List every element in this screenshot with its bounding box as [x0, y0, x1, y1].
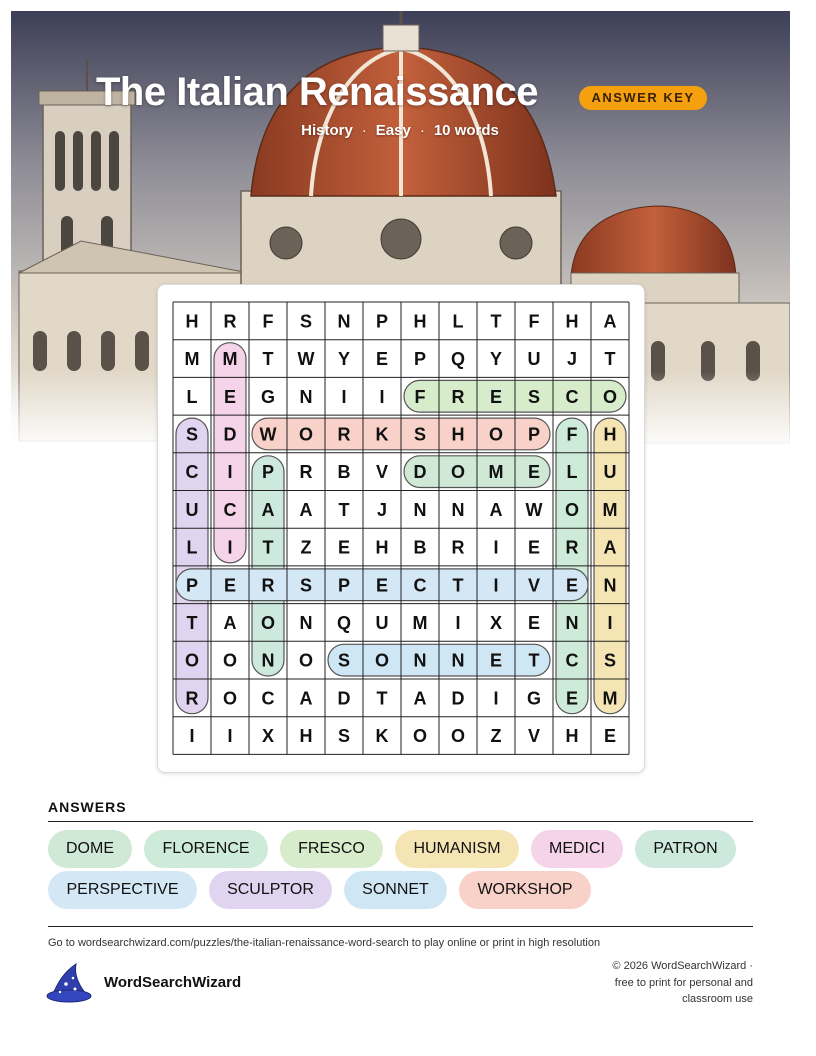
grid-cell[interactable]: C: [261, 688, 275, 709]
grid-cell[interactable]: S: [337, 726, 351, 747]
answer-pill: SONNET: [344, 871, 447, 909]
grid-cell[interactable]: M: [602, 688, 618, 709]
grid-cell[interactable]: E: [603, 726, 617, 747]
grid-cell[interactable]: W: [259, 424, 277, 445]
answer-pill: MEDICI: [531, 830, 623, 868]
grid-cell[interactable]: I: [455, 612, 461, 633]
grid-cell[interactable]: I: [493, 575, 499, 596]
grid-cell[interactable]: H: [565, 726, 579, 747]
grid-cell[interactable]: I: [227, 537, 233, 558]
grid-cell[interactable]: E: [527, 537, 541, 558]
meta-separator: ·: [361, 122, 367, 139]
grid-cell[interactable]: E: [565, 575, 579, 596]
grid-cell[interactable]: I: [493, 537, 499, 558]
grid-cell[interactable]: S: [413, 424, 427, 445]
grid-cell[interactable]: U: [185, 499, 199, 520]
grid-cell[interactable]: S: [603, 650, 617, 671]
grid-cell[interactable]: A: [261, 499, 275, 520]
grid-cell[interactable]: J: [566, 349, 578, 370]
grid-cell[interactable]: D: [413, 462, 427, 483]
grid-cell[interactable]: K: [375, 424, 389, 445]
grid-cell[interactable]: L: [452, 311, 464, 332]
grid-cell[interactable]: T: [490, 311, 502, 332]
grid-cell[interactable]: I: [189, 726, 195, 747]
grid-cell[interactable]: P: [337, 575, 351, 596]
grid-cell[interactable]: C: [185, 462, 199, 483]
grid-cell[interactable]: F: [414, 386, 426, 407]
grid-cell[interactable]: F: [262, 311, 274, 332]
grid-cell[interactable]: O: [222, 688, 238, 709]
copyright-line: free to print for personal and: [614, 976, 753, 989]
grid-cell[interactable]: O: [412, 726, 428, 747]
grid-cell[interactable]: E: [527, 462, 541, 483]
difficulty-label: Easy: [375, 122, 411, 139]
grid-cell[interactable]: O: [450, 462, 466, 483]
grid-cell[interactable]: A: [299, 499, 313, 520]
letter-grid: [158, 285, 644, 772]
grid-cell[interactable]: R: [223, 311, 237, 332]
grid-cell[interactable]: T: [186, 612, 198, 633]
grid-cell[interactable]: N: [413, 499, 427, 520]
grid-cell[interactable]: D: [451, 688, 465, 709]
grid-cell[interactable]: E: [489, 386, 503, 407]
grid-cell[interactable]: G: [526, 688, 542, 709]
grid-cell[interactable]: C: [565, 386, 579, 407]
grid-cell[interactable]: Y: [337, 349, 351, 370]
grid-cell[interactable]: S: [337, 650, 351, 671]
grid-cell[interactable]: N: [413, 650, 427, 671]
answer-pill: PERSPECTIVE: [48, 871, 197, 909]
grid-cell[interactable]: I: [341, 386, 347, 407]
grid-cell[interactable]: A: [413, 688, 427, 709]
grid-cell[interactable]: M: [184, 349, 200, 370]
grid-cell[interactable]: N: [451, 650, 465, 671]
grid-cell[interactable]: H: [603, 424, 617, 445]
grid-cell[interactable]: H: [451, 424, 465, 445]
grid-cell[interactable]: T: [338, 499, 350, 520]
grid-cell[interactable]: I: [227, 462, 233, 483]
answers-heading: ANSWERS: [48, 799, 127, 815]
grid-cell[interactable]: P: [261, 462, 275, 483]
grid-cell[interactable]: Q: [336, 612, 352, 633]
answer-pill: FRESCO: [280, 830, 383, 868]
grid-cell[interactable]: E: [223, 386, 237, 407]
grid-cell[interactable]: P: [185, 575, 199, 596]
online-link[interactable]: Go to wordsearchwizard.com/puzzles/the-italian-renaissance-word-search to play online or print in high resolution: [48, 937, 601, 949]
grid-cell[interactable]: A: [489, 499, 503, 520]
grid-cell[interactable]: T: [262, 349, 274, 370]
grid-cell[interactable]: R: [451, 537, 465, 558]
answer-pill: DOME: [48, 830, 132, 868]
grid-cell[interactable]: N: [299, 386, 313, 407]
grid-cell[interactable]: R: [565, 537, 579, 558]
grid-cell[interactable]: R: [261, 575, 275, 596]
grid-cell[interactable]: E: [527, 612, 541, 633]
grid-cell[interactable]: F: [566, 424, 578, 445]
answer-pill: WORKSHOP: [459, 871, 591, 909]
answer-pill: PATRON: [635, 830, 736, 868]
grid-cell[interactable]: G: [260, 386, 276, 407]
grid-cell[interactable]: E: [337, 537, 351, 558]
grid-cell[interactable]: O: [298, 650, 314, 671]
copyright-line: classroom use: [682, 993, 753, 1005]
grid-cell[interactable]: O: [260, 612, 276, 633]
grid-cell[interactable]: K: [375, 726, 389, 747]
grid-cell[interactable]: M: [412, 612, 428, 633]
category-label: History: [301, 122, 353, 139]
grid-cell[interactable]: L: [186, 537, 198, 558]
meta-separator: ·: [419, 122, 425, 139]
grid-cell[interactable]: E: [223, 575, 237, 596]
grid-cell[interactable]: T: [528, 650, 540, 671]
grid-cell[interactable]: R: [451, 386, 465, 407]
grid-cell[interactable]: Y: [489, 349, 503, 370]
grid-cell[interactable]: S: [527, 386, 541, 407]
grid-cell[interactable]: O: [184, 650, 200, 671]
brand-name: WordSearchWizard: [104, 974, 242, 991]
grid-cell[interactable]: B: [337, 462, 351, 483]
grid-cell[interactable]: R: [299, 462, 313, 483]
grid-cell[interactable]: A: [603, 537, 617, 558]
grid-cell[interactable]: P: [527, 424, 541, 445]
grid-cell[interactable]: U: [375, 612, 389, 633]
grid-cell[interactable]: Z: [490, 726, 502, 747]
grid-cell[interactable]: U: [527, 349, 541, 370]
grid-cell[interactable]: S: [299, 311, 313, 332]
grid-cell[interactable]: H: [375, 537, 389, 558]
divider: [48, 926, 753, 927]
grid-cell[interactable]: Z: [300, 537, 312, 558]
grid-cell[interactable]: L: [186, 386, 198, 407]
grid-cell[interactable]: X: [261, 726, 275, 747]
grid-cell[interactable]: N: [603, 575, 617, 596]
grid-cell[interactable]: W: [297, 349, 315, 370]
grid-cell[interactable]: T: [452, 575, 464, 596]
grid-cell[interactable]: H: [185, 311, 199, 332]
divider: [48, 821, 753, 822]
grid-cell[interactable]: R: [337, 424, 351, 445]
grid-cell[interactable]: S: [185, 424, 199, 445]
grid-cell[interactable]: A: [223, 612, 237, 633]
grid-cell[interactable]: F: [528, 311, 540, 332]
grid-cell[interactable]: O: [222, 650, 238, 671]
grid-cell[interactable]: B: [413, 537, 427, 558]
grid-cell[interactable]: A: [603, 311, 617, 332]
copyright: [553, 958, 753, 1008]
answer-pill: HUMANISM: [395, 830, 519, 868]
grid-cell[interactable]: A: [299, 688, 313, 709]
grid-cell[interactable]: T: [604, 349, 616, 370]
grid-cell[interactable]: I: [227, 726, 233, 747]
grid-cell[interactable]: E: [565, 688, 579, 709]
grid-cell[interactable]: H: [565, 311, 579, 332]
wizard-hat-icon: [46, 962, 92, 1009]
word-count-label: 10 words: [433, 122, 499, 139]
grid-cell[interactable]: L: [566, 462, 578, 483]
grid-cell[interactable]: S: [299, 575, 313, 596]
grid-cell[interactable]: O: [374, 650, 390, 671]
grid-cell[interactable]: O: [488, 424, 504, 445]
grid-cell[interactable]: E: [489, 650, 503, 671]
puzzle-card: [157, 284, 645, 773]
grid-cell[interactable]: V: [527, 726, 541, 747]
grid-cell[interactable]: R: [185, 688, 199, 709]
grid-cell[interactable]: D: [337, 688, 351, 709]
answer-pill: FLORENCE: [144, 830, 268, 868]
grid-cell[interactable]: T: [376, 688, 388, 709]
puzzle-meta: [0, 122, 800, 139]
grid-cell[interactable]: O: [298, 424, 314, 445]
grid-cell[interactable]: I: [493, 688, 499, 709]
grid-cell[interactable]: C: [223, 499, 237, 520]
grid-cell[interactable]: O: [602, 386, 618, 407]
grid-cell[interactable]: N: [451, 499, 465, 520]
grid-cell[interactable]: W: [525, 499, 543, 520]
grid-cell[interactable]: H: [299, 726, 313, 747]
grid-cell[interactable]: E: [375, 575, 389, 596]
grid-cell[interactable]: P: [375, 311, 389, 332]
grid-cell[interactable]: C: [413, 575, 427, 596]
grid-cell[interactable]: M: [488, 462, 504, 483]
grid-cell[interactable]: V: [527, 575, 541, 596]
grid-cell[interactable]: N: [261, 650, 275, 671]
grid-cell[interactable]: I: [379, 386, 385, 407]
grid-cell[interactable]: X: [489, 612, 503, 633]
answer-pill: SCULPTOR: [209, 871, 332, 909]
grid-cell[interactable]: O: [564, 499, 580, 520]
grid-cell[interactable]: D: [223, 424, 237, 445]
grid-cell[interactable]: P: [413, 349, 427, 370]
grid-cell[interactable]: U: [603, 462, 617, 483]
grid-cell[interactable]: O: [450, 726, 466, 747]
grid-cell[interactable]: M: [222, 349, 238, 370]
grid-cell[interactable]: N: [337, 311, 351, 332]
answer-key-badge: ANSWER KEY: [579, 86, 707, 110]
puzzle-title: The Italian Renaissance: [96, 70, 539, 114]
grid-cell[interactable]: H: [413, 311, 427, 332]
grid-cell[interactable]: E: [375, 349, 389, 370]
copyright-line: © 2026 WordSearchWizard ·: [612, 960, 753, 972]
grid-cell[interactable]: J: [376, 499, 388, 520]
grid-cell[interactable]: T: [262, 537, 274, 558]
grid-cell[interactable]: N: [565, 612, 579, 633]
grid-cell[interactable]: I: [607, 612, 613, 633]
grid-cell[interactable]: C: [565, 650, 579, 671]
grid-cell[interactable]: N: [299, 612, 313, 633]
grid-cell[interactable]: M: [602, 499, 618, 520]
grid-cell[interactable]: Q: [450, 349, 466, 370]
grid-cell[interactable]: V: [375, 462, 389, 483]
